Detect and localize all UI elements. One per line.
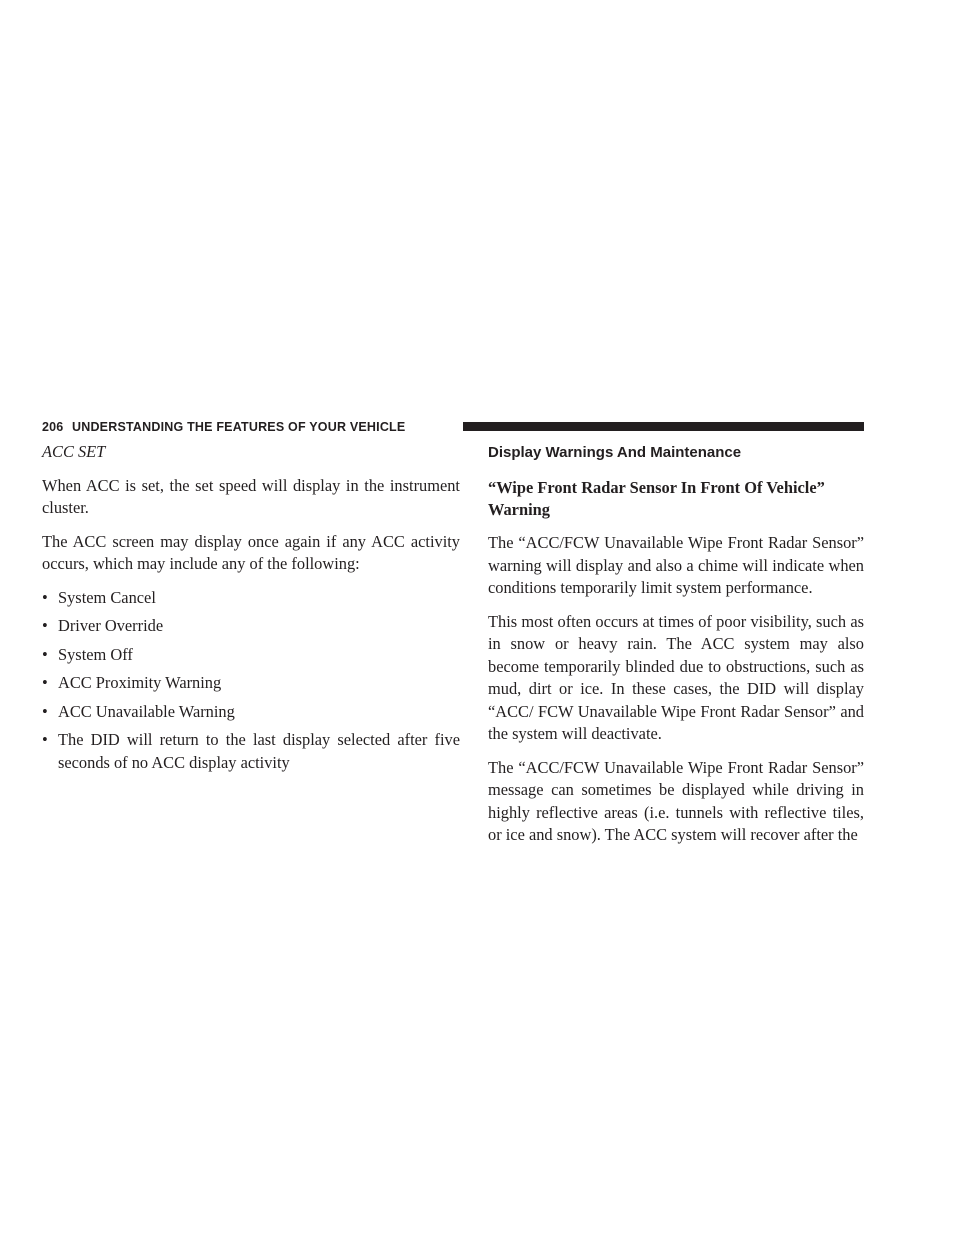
bullet-list (42, 587, 460, 775)
right-column (488, 441, 864, 858)
bullet-icon: • (42, 587, 48, 607)
paragraph: The “ACC/FCW Unavailable Wipe Front Radar Sensor” warning will display and also a chime will indicate when conditions temporarily limit system performance. (488, 533, 864, 597)
bullet-icon: • (42, 730, 48, 749)
bullet-icon: • (42, 673, 48, 692)
bullet-icon: • (42, 644, 48, 664)
paragraph: The “ACC/FCW Unavailable Wipe Front Radar Sensor” message can sometimes be displayed while driving in highly reflective areas (i.e. tunnels with reflective tiles, or ice and snow). The ACC system will recover after the (488, 757, 864, 844)
list-item: • ACC Unavailable Warning (42, 701, 460, 724)
list-item: • The DID will return to the last display selected after five seconds of no ACC display activity (42, 730, 460, 772)
section-title: UNDERSTANDING THE FEATURES OF YOUR VEHICLE (72, 420, 406, 434)
left-column (42, 441, 460, 780)
bullet-icon: • (42, 701, 48, 721)
list-item: • Driver Override (42, 615, 460, 638)
warning-subheading: “Wipe Front Radar Sensor In Front Of Vehicle” Warning (488, 478, 825, 519)
header-rule (463, 422, 864, 431)
bullet-icon: • (42, 616, 48, 635)
paragraph: The ACC screen may display once again if any ACC activity occurs, which may include any of the following: (42, 531, 460, 573)
list-item: • ACC Proximity Warning (42, 672, 460, 695)
paragraph: When ACC is set, the set speed will display in the instrument cluster. (42, 475, 460, 517)
acc-set-subheading: ACC SET (42, 442, 106, 461)
page-header (42, 418, 864, 436)
page-number: 206 (42, 420, 64, 434)
list-item: • System Cancel (42, 587, 460, 610)
paragraph: This most often occurs at times of poor visibility, such as in snow or heavy rain. The ACC system may also become temporarily blinded due to obstructions, such as mud, dirt or ice. In these cases, the DID will display “ACC/ FCW Unavailable Wipe Front Radar Sensor” and the system will deactivate. (488, 611, 864, 743)
list-item: • System Off (42, 644, 460, 667)
section-heading: Display Warnings And Maintenance (488, 444, 742, 461)
